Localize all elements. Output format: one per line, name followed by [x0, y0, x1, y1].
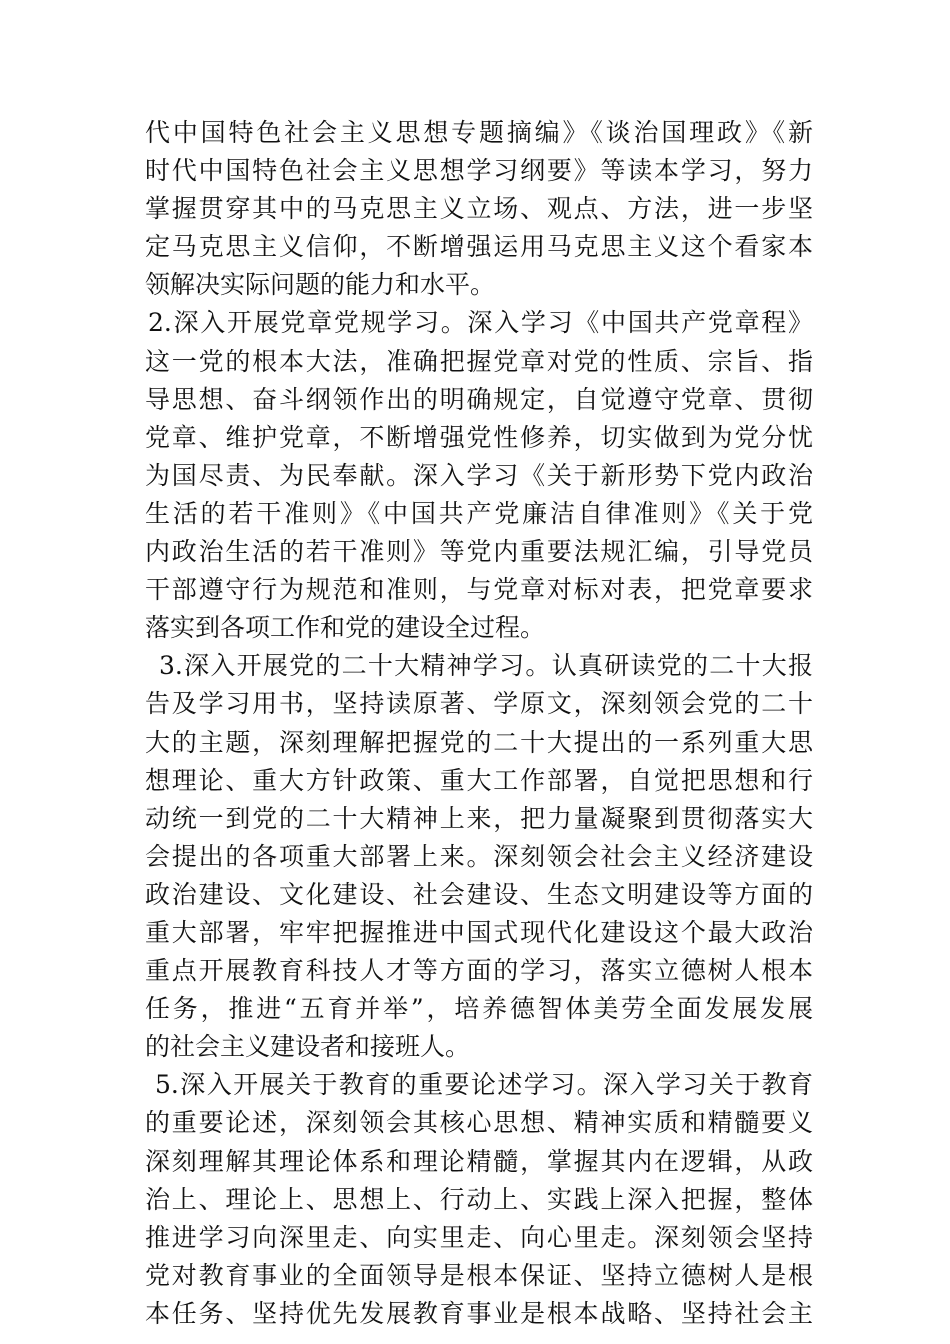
section-heading-line: 2.深入开展党章党规学习。深入学习《中国共产党章程》 — [148, 308, 813, 338]
text-line: 重大部署，牢牢把握推进中国式现代化建设这个最大政治 — [145, 917, 813, 947]
text-line: 生活的若干准则》《中国共产党廉洁自律准则》《关于党 — [145, 498, 813, 528]
text-line: 的重要论述，深刻领会其核心思想、精神实质和精髓要义 — [145, 1108, 813, 1138]
text-line: 党章、维护党章，不断增强党性修养，切实做到为党分忧 — [145, 422, 813, 452]
text-line: 想理论、重大方针政策、重大工作部署，自觉把思想和行 — [145, 765, 813, 795]
text-line: 的社会主义建设者和接班人。 — [145, 1032, 471, 1062]
text-line: 为国尽责、为民奉献。深入学习《关于新形势下党内政治 — [145, 460, 813, 490]
text-line: 动统一到党的二十大精神上来，把力量凝聚到贯彻落实大 — [145, 803, 813, 833]
text-line: 深刻理解其理论体系和理论精髓，掌握其内在逻辑，从政 — [145, 1146, 813, 1176]
text-line: 告及学习用书，坚持读原著、学原文，深刻领会党的二十 — [145, 689, 813, 719]
text-line: 任务，推进“五育并举”，培养德智体美劳全面发展发展 — [145, 994, 813, 1024]
text-line: 党对教育事业的全面领导是根本保证、坚持立德树人是根 — [145, 1260, 813, 1290]
text-line: 会提出的各项重大部署上来。深刻领会社会主义经济建设 — [145, 841, 813, 871]
text-line: 导思想、奋斗纲领作出的明确规定，自觉遵守党章、贯彻 — [145, 384, 813, 414]
body-text — [145, 114, 813, 1333]
text-line: 内政治生活的若干准则》等党内重要法规汇编，引导党员 — [145, 537, 813, 567]
text-line: 掌握贯穿其中的马克思主义立场、观点、方法，进一步坚 — [145, 194, 813, 224]
text-line: 代中国特色社会主义思想专题摘编》《谈治国理政》《新 — [145, 118, 813, 147]
text-line: 治上、理论上、思想上、行动上、实践上深入把握，整体 — [145, 1184, 813, 1214]
text-line: 推进学习向深里走、向实里走、向心里走。深刻领会坚持 — [145, 1222, 813, 1252]
text-line: 本任务、坚持优先发展教育事业是根本战略、坚持社会主 — [145, 1298, 813, 1328]
text-line: 干部遵守行为规范和准则，与党章对标对表，把党章要求 — [145, 575, 813, 605]
text-line: 领解决实际问题的能力和水平。 — [145, 270, 496, 300]
text-line: 这一党的根本大法，准确把握党章对党的性质、宗旨、指 — [145, 346, 813, 376]
text-line: 大的主题，深刻理解把握党的二十大提出的一系列重大思 — [145, 727, 813, 757]
text-line: 定马克思主义信仰，不断增强运用马克思主义这个看家本 — [145, 232, 813, 262]
section-heading-line: 5.深入开展关于教育的重要论述学习。深入学习关于教育 — [155, 1070, 813, 1100]
text-line: 落实到各项工作和党的建设全过程。 — [145, 613, 546, 643]
text-line: 重点开展教育科技人才等方面的学习，落实立德树人根本 — [145, 956, 813, 986]
text-line: 时代中国特色社会主义思想学习纲要》等读本学习，努力 — [145, 156, 813, 186]
text-line: 政治建设、文化建设、社会建设、生态文明建设等方面的 — [145, 879, 813, 909]
section-heading-line: 3.深入开展党的二十大精神学习。认真研读党的二十大报 — [159, 651, 813, 681]
